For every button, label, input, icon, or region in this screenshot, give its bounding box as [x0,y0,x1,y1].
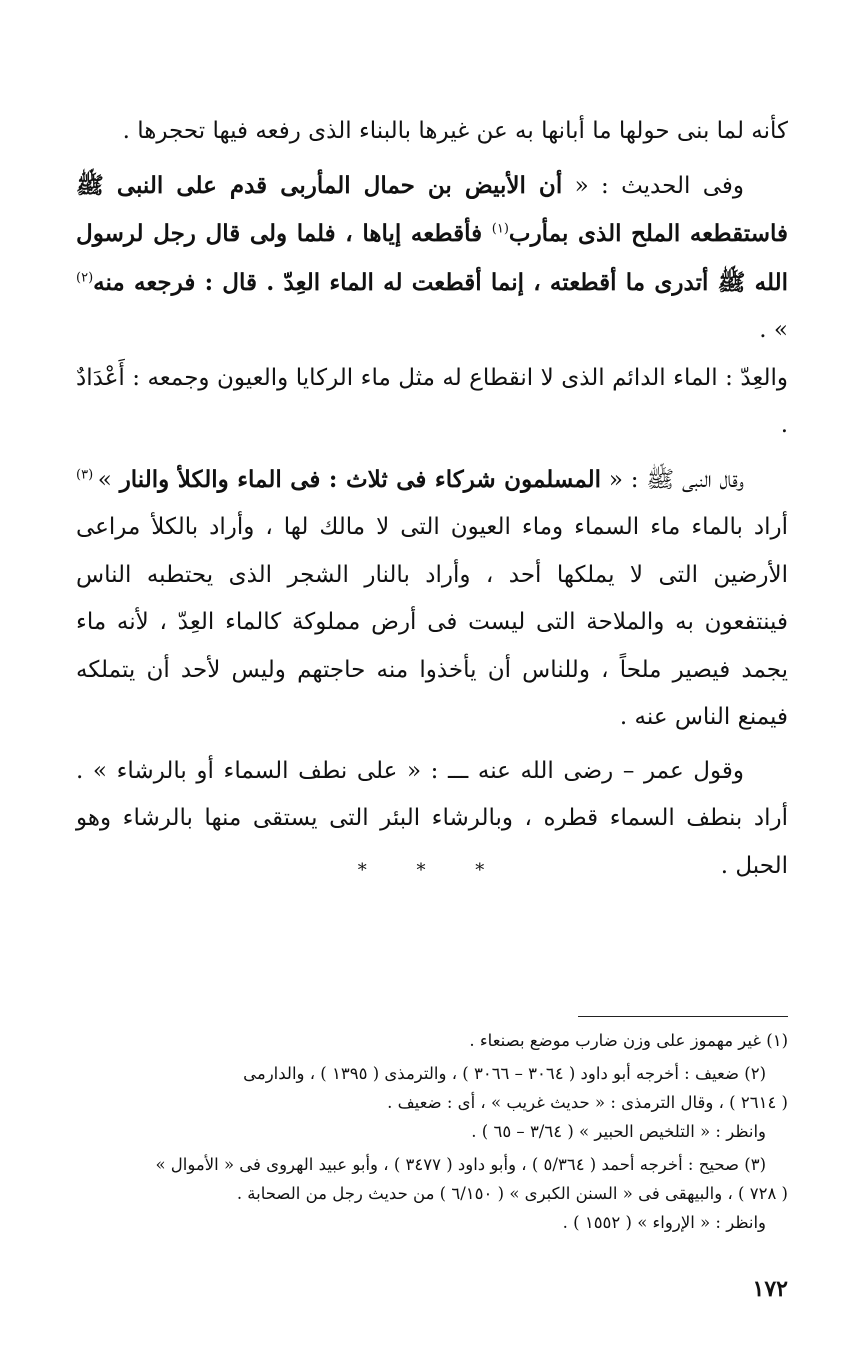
footnote-1: (١) غير مهموز على وزن ضارب موضع بصنعاء . [469,1031,788,1050]
hadith-2-intro: وقال النبى ﷺ : « [601,466,744,493]
hadith-2-quote: المسلمون شركاء فى ثلاث : فى الماء والكلأ والنار [119,465,602,493]
paragraph-1-text: كأنه لما بنى حولها ما أبانها به عن غيرها بالبناء الذى رفعه فيها تحجرها . [122,118,788,144]
book-page [76,108,788,1318]
footnote-3-line-1: (٣) صحيح : أخرجه أحمد ( ٥/٣٦٤ ) ، وأبو داود ( ٣٤٧٧ ) ، وأبو عبيد الهروى فى « الأموال » [155,1155,766,1174]
footnote-2-line-1: (٢) ضعيف : أخرجه أبو داود ( ٣٠٦٤ – ٣٠٦٦ ) ، والترمذى ( ١٣٩٥ ) ، والدارمى [243,1064,766,1083]
section-separator: * * * [357,860,507,881]
hadith-close: » . [759,317,788,343]
hadith-2-explanation: أراد بالماء ماء السماء وماء العيون التى لا مالك لها ، وأراد بالكلأ مراعى الأرضين التى لا يملكها أحد ، وأراد بالنار الشجر الذى يحتطبه الناس فينتفعون به والملاحة التى ليست فى أرض مملوكة كالماء العِدّ ، لأنه ماء يجمد فيصير ملحاً ، وللناس أن يأخذوا منه حاجتهم وليس لأحد أن يتملكه فيمنع الناس عنه . [76,514,788,730]
main-text [76,108,788,890]
footnote-divider [578,1016,788,1017]
hadith-quote: أن الأبيض بن حمال المأربى قدم على النبى ﷺ فاستقطعه الملح الذى بمأرب [76,171,788,247]
footnote-ref-1: (١) [491,221,509,237]
hadith-2-close: » [97,466,120,493]
hadith-intro: وفى الحديث : « [562,172,744,199]
footnote-2 [76,1059,788,1146]
paragraph-3 [76,355,788,450]
footnote-3 [76,1150,788,1237]
paragraph-4 [76,456,788,742]
footnote-2-line-3: وانظر : « التلخيص الحبير » ( ٣/٦٤ – ٦٥ ) . [471,1122,766,1141]
page-number: ١٧٢ [752,1276,788,1302]
footnote-3-line-2: ( ٧٢٨ ) ، والبيهقى فى « السنن الكبرى » ( ٦/١٥٠ ) من حديث رجل من الصحابة . [236,1184,788,1203]
paragraph-1 [76,108,788,156]
footnote-ref-3: (٣) [76,466,98,482]
umar-saying: وقول عمر – رضى الله عنه ـــ : « على نطف السماء أو بالرشاء » . أراد بنطف السماء قطره ، وبالرشاء البئر التى يستقى منها بالرشاء وهو الحبل . [76,757,788,879]
definition-text: والعِدّ : الماء الدائم الذى لا انقطاع له مثل ماء الركايا والعيون وجمعه : أَعْدَادٌ . [76,364,788,438]
paragraph-2 [76,162,788,355]
footnote-ref-2: (٢) [76,269,94,285]
hadith-quote-continued: فأقطعه إياها ، فلما ولى قال رجل لرسول الله ﷺ أتدرى ما أقطعته ، إنما أقطعت له الماء العِدّ . قال : فرجعه منه [76,220,788,296]
footnotes [76,1026,788,1237]
footnote-2-line-2: ( ٢٦١٤ ) ، وقال الترمذى : « حديث غريب » ، أى : ضعيف . [387,1093,788,1112]
footnote-3-line-3: وانظر : « الإرواء » ( ١٥٥٢ ) . [562,1213,766,1232]
